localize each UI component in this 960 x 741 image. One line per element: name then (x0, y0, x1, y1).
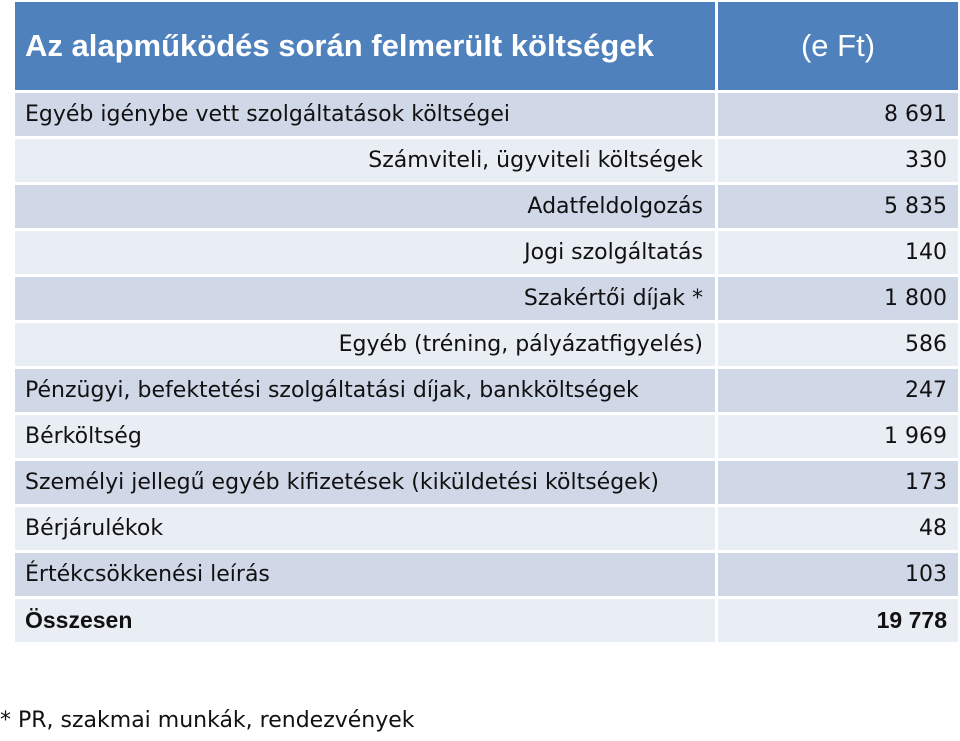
row-value: 247 (718, 369, 958, 412)
row-label: Értékcsökkenési leírás (15, 553, 715, 596)
row-label: Jogi szolgáltatás (15, 231, 715, 274)
total-label: Összesen (15, 599, 715, 642)
row-value: 1 969 (718, 415, 958, 458)
row-value: 586 (718, 323, 958, 366)
cost-table (15, 2, 958, 642)
row-label: Számviteli, ügyviteli költségek (15, 139, 715, 182)
table-row (15, 93, 958, 136)
table-row (15, 185, 958, 228)
total-value: 19 778 (718, 599, 958, 642)
row-value: 8 691 (718, 93, 958, 136)
row-value: 140 (718, 231, 958, 274)
table-row (15, 507, 958, 550)
row-label: Szakértői díjak * (15, 277, 715, 320)
row-label: Személyi jellegű egyéb kifizetések (kiküldetési költségek) (15, 461, 715, 504)
unit-label: (e Ft) (718, 2, 958, 90)
row-label: Adatfeldolgozás (15, 185, 715, 228)
row-label: Egyéb igénybe vett szolgáltatások költségei (15, 93, 715, 136)
row-label: Egyéb (tréning, pályázatfigyelés) (15, 323, 715, 366)
table-row (15, 323, 958, 366)
row-label: Bérköltség (15, 415, 715, 458)
table-row (15, 139, 958, 182)
footnote: * PR, szakmai munkák, rendezvények (0, 708, 415, 733)
row-value: 173 (718, 461, 958, 504)
row-value: 103 (718, 553, 958, 596)
row-value: 48 (718, 507, 958, 550)
row-value: 330 (718, 139, 958, 182)
table-title: Az alapműködés során felmerült költségek (15, 2, 715, 90)
table-row (15, 277, 958, 320)
table-header (15, 2, 958, 90)
table-row (15, 461, 958, 504)
row-value: 5 835 (718, 185, 958, 228)
row-value: 1 800 (718, 277, 958, 320)
row-label: Pénzügyi, befektetési szolgáltatási díjak, bankköltségek (15, 369, 715, 412)
total-row (15, 599, 958, 642)
row-label: Bérjárulékok (15, 507, 715, 550)
table-row (15, 231, 958, 274)
table-row (15, 553, 958, 596)
table-row (15, 369, 958, 412)
table-row (15, 415, 958, 458)
